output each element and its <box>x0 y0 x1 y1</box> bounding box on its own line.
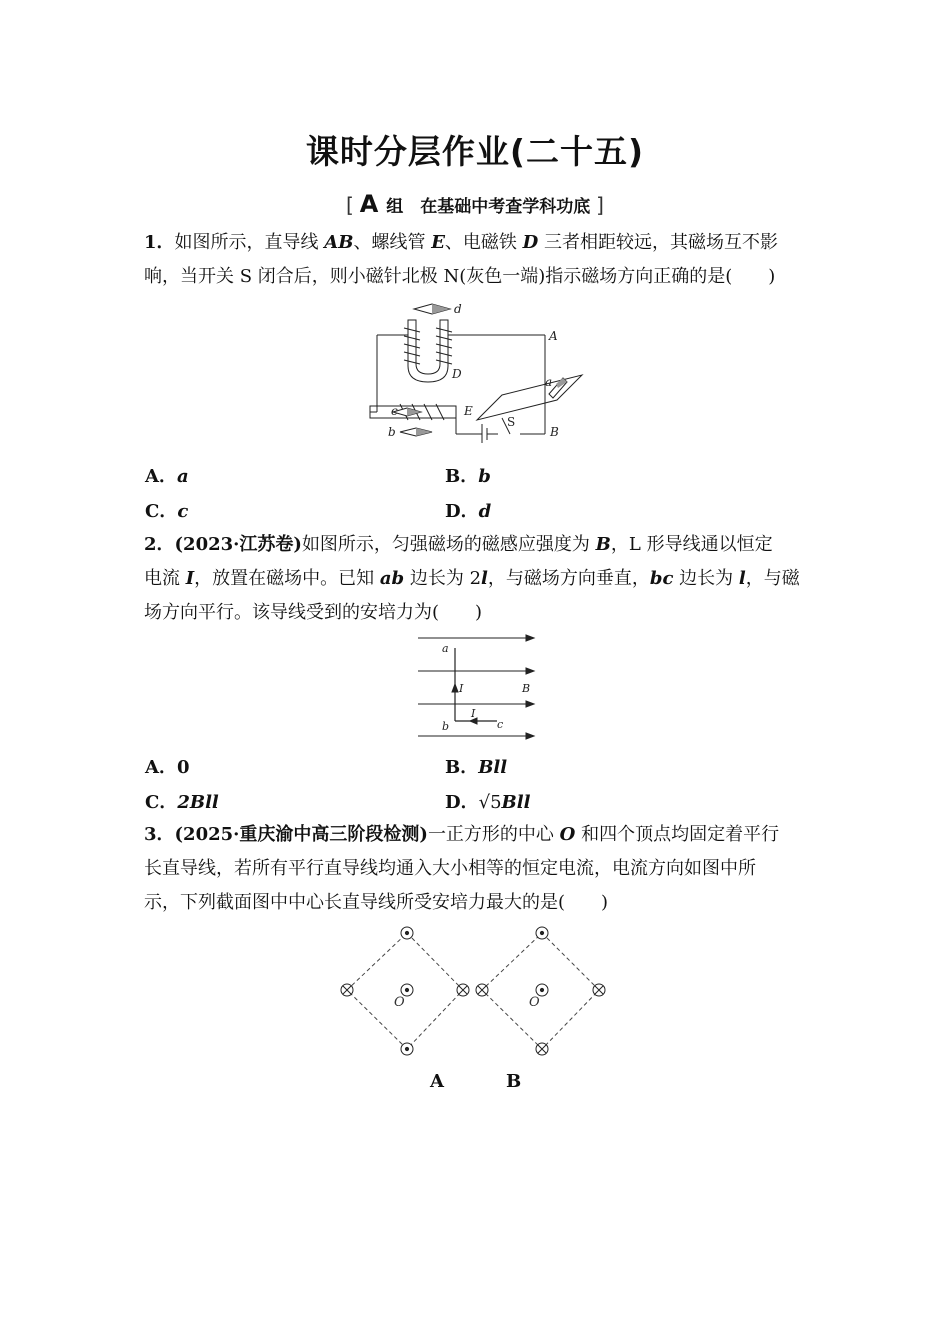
wire-out-top-right <box>536 927 548 939</box>
svg-text:b: b <box>442 720 450 733</box>
figure-label-b: B <box>506 1071 522 1092</box>
svg-text:a: a <box>545 375 553 389</box>
question-1-figure <box>360 298 600 443</box>
svg-text:b: b <box>388 425 396 439</box>
svg-text:a: a <box>442 642 449 655</box>
svg-text:I: I <box>471 707 476 720</box>
svg-text:c: c <box>497 718 504 731</box>
figure-label-a: A <box>430 1071 444 1092</box>
wire-in-left-right <box>476 984 488 996</box>
q1-option-d[interactable]: D．d <box>445 501 492 522</box>
svg-text:E: E <box>464 404 473 418</box>
wire-in-bottom-right <box>536 1043 548 1055</box>
question-1-text: 1．如图所示，直导线 AB、螺线管 E、电磁铁 D 三者相距较远，其磁场互不影 响，当开关 S 闭合后，则小磁针北极 N(灰色一端)指示磁场方向正确的是( ) <box>144 232 778 287</box>
svg-text:I: I <box>459 682 464 695</box>
q2-option-d[interactable]: D．√5Bll <box>445 792 531 813</box>
svg-text:B: B <box>522 682 531 695</box>
svg-text:S: S <box>507 415 516 429</box>
wire-out-bottom-left <box>401 1043 413 1055</box>
svg-text:c: c <box>391 404 398 418</box>
bracket-close: ] <box>596 193 604 217</box>
wire-out-top-left <box>401 927 413 939</box>
wire-in-left-left <box>341 984 353 996</box>
page-title: 课时分层作业(二十五) <box>305 132 645 171</box>
svg-text:d: d <box>454 302 462 316</box>
q2-option-b[interactable]: B．Bll <box>445 757 508 778</box>
q1-option-b[interactable]: B．b <box>445 466 491 487</box>
question-2-text: 2．(2023·江苏卷)如图所示，匀强磁场的磁感应强度为 B，L 形导线通以恒定 电流 I，放置在磁场中。已知 ab 边长为 2l，与磁场方向垂直，bc 边长为 l，与磁 场方向平行。该导线受到的安培力为( ) <box>144 534 800 623</box>
svg-text:O: O <box>529 995 540 1010</box>
question-3-figure <box>330 920 620 1070</box>
q2-option-a[interactable]: A．0 <box>145 757 190 778</box>
svg-text:B: B <box>550 425 559 439</box>
svg-text:O: O <box>394 995 405 1010</box>
svg-text:D: D <box>452 367 462 381</box>
question-3-text: 3．(2025·重庆渝中高三阶段检测)一正方形的中心 O 和四个顶点均固定着平行 长直导线，若所有平行直导线均通入大小相等的恒定电流，电流方向如图中所 示，下列截面图中中心长直导线所受安培力最大的是( ) <box>144 824 780 913</box>
wire-in-right-right <box>593 984 605 996</box>
bracket-open: [ <box>346 193 354 217</box>
question-2-figure <box>412 630 542 745</box>
q1-option-a[interactable]: A．a <box>145 466 189 487</box>
group-letter: A <box>359 190 379 218</box>
section-label: 组 在基础中考查学科功底 <box>386 197 591 217</box>
svg-text:A: A <box>549 329 558 343</box>
section-header <box>0 190 950 218</box>
q1-option-c[interactable]: C．c <box>145 501 189 522</box>
wire-in-right-left <box>457 984 469 996</box>
q2-option-c[interactable]: C．2Bll <box>145 792 219 813</box>
